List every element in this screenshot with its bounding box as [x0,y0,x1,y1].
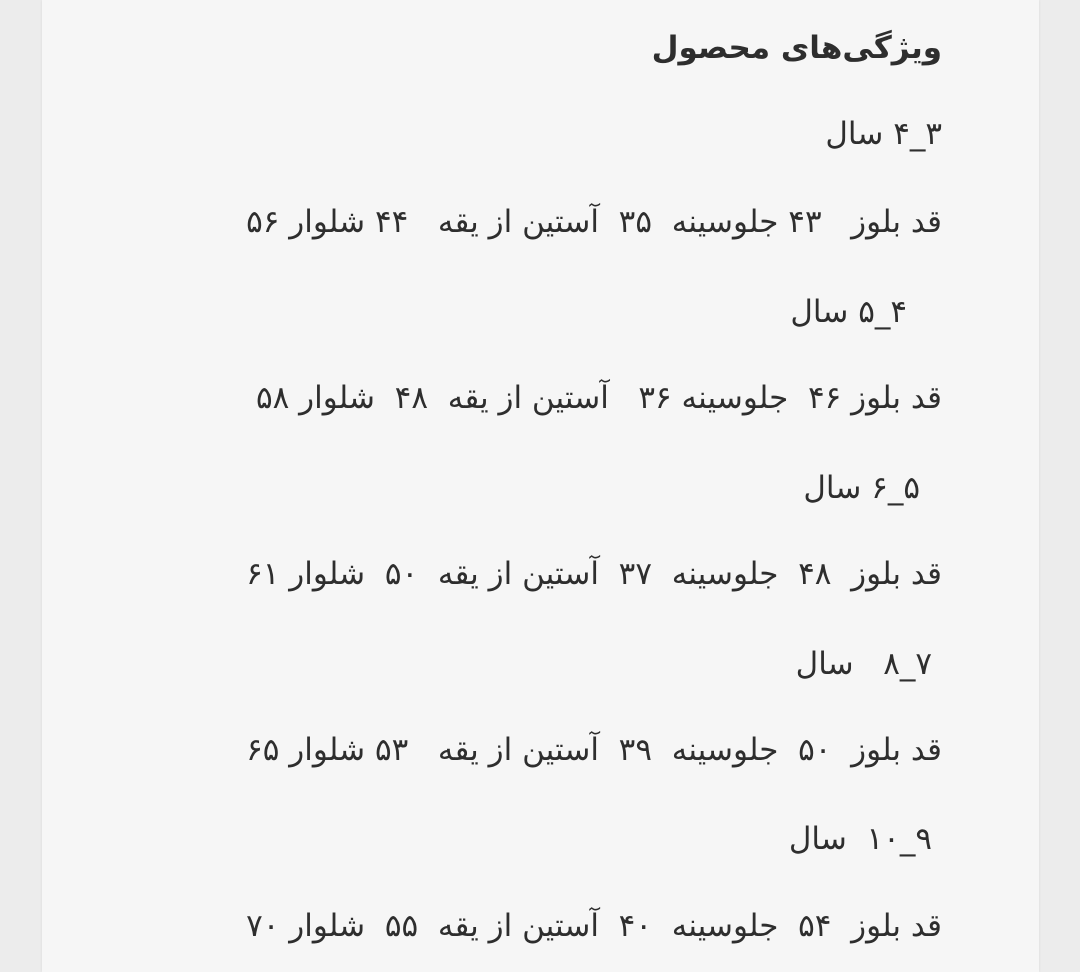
size-measurements: قد بلوز ۵۴ جلوسینه ۴۰ آستین از یقه ۵۵ شلوار ۷۰ [246,908,942,944]
size-measurements: قد بلوز ۴۳ جلوسینه ۳۵ آستین از یقه ۴۴ شلوار ۵۶ [246,204,942,240]
size-age-label: ۹_۱۰ سال [788,821,932,857]
product-features-card [42,0,1039,972]
size-measurements: قد بلوز ۵۰ جلوسینه ۳۹ آستین از یقه ۵۳ شلوار ۶۵ [246,732,942,768]
size-age-label: ۷_۸ سال [795,646,932,682]
size-age-label: ۴_۵ سال [790,294,907,330]
section-title: ویژگی‌های محصول [651,30,942,66]
size-age-label: ۵_۶ سال [803,470,920,506]
size-age-label: ۳_۴ سال [825,116,942,152]
size-measurements: قد بلوز ۴۸ جلوسینه ۳۷ آستین از یقه ۵۰ شلوار ۶۱ [246,556,942,592]
size-measurements: قد بلوز ۴۶ جلوسینه ۳۶ آستین از یقه ۴۸ شلوار ۵۸ [255,380,942,416]
